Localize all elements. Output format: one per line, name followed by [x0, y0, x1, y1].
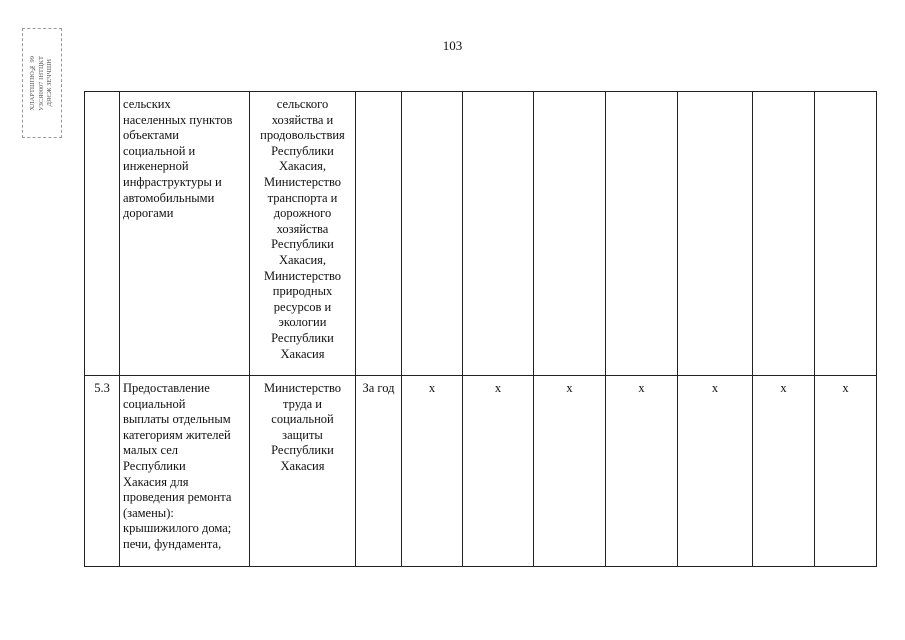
measure-name-cell: Предоставление социальной выплаты отдельным категориям жителей малых сел Республики Хакасия для проведения ремонта (замены): крышижилого дома; печи, фундамента,	[120, 376, 250, 567]
value-cell: х	[815, 376, 877, 567]
value-cell: х	[463, 376, 534, 567]
executor-cell: Министерство труда и социальной защиты Республики Хакасия	[250, 376, 356, 567]
page-number: 103	[442, 38, 463, 53]
value-cell	[402, 92, 463, 376]
row-number-cell	[85, 92, 120, 376]
table-row	[85, 92, 877, 376]
period-cell: За год	[356, 376, 402, 567]
value-cell: х	[534, 376, 606, 567]
row-number-cell: 5.3	[85, 376, 120, 567]
value-cell: х	[753, 376, 815, 567]
program-table	[84, 91, 877, 567]
stamp-line: ХЛАРТШПЮ№ 99	[29, 55, 37, 111]
stamp-line: ДЯЄЖ ЗЕЧЧШН	[46, 59, 54, 107]
period-cell	[356, 92, 402, 376]
executor-cell: сельского хозяйства и продовольствия Республики Хакасия, Министерство транспорта и дорожного хозяйства Республики Хакасия, Министерство природных ресурсов и экологии Республики Хакасия	[250, 92, 356, 376]
value-cell	[753, 92, 815, 376]
value-cell	[678, 92, 753, 376]
value-cell: х	[606, 376, 678, 567]
value-cell	[534, 92, 606, 376]
table-row	[85, 376, 877, 567]
stamp-line: УЗСЯ0007 ІНТЦКТ	[37, 55, 45, 111]
measure-name-cell: сельских населенных пунктов объектами социальной и инженерной инфраструктуры и автомобильными дорогами	[120, 92, 250, 376]
value-cell: х	[678, 376, 753, 567]
value-cell	[606, 92, 678, 376]
value-cell	[815, 92, 877, 376]
value-cell	[463, 92, 534, 376]
value-cell: х	[402, 376, 463, 567]
